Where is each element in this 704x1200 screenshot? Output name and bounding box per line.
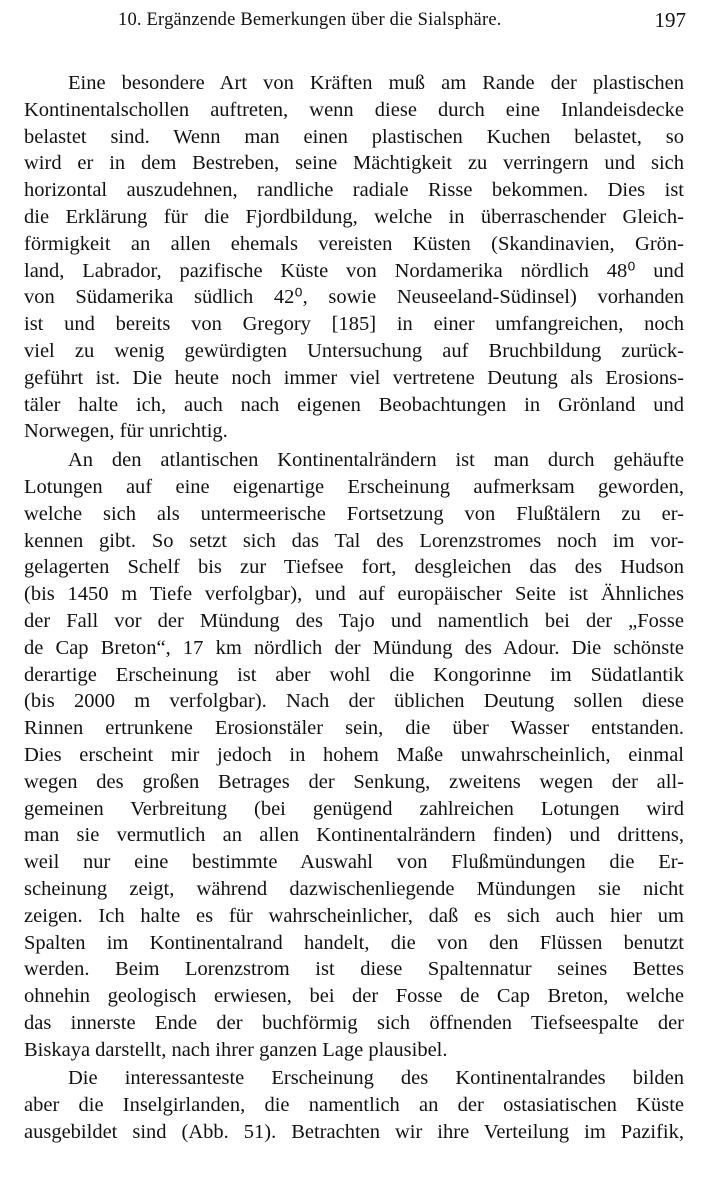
text-line: aber die Inselgirlanden, die namentlich an der ostasiatischen Küste	[24, 1094, 684, 1117]
text-line: An den atlantischen Kontinentalrändern ist man durch gehäufte	[68, 449, 684, 472]
text-line: Rinnen ertrunkene Erosionstäler sein, die über Wasser entstanden.	[24, 717, 684, 740]
text-line: das innerste Ende der buchförmig sich öffnenden Tiefseespalte der	[24, 1011, 684, 1034]
text-line: (bis 1450 m Tiefe verfolgbar), und auf europäischer Seite ist Ähnliches	[24, 583, 684, 606]
text-line: geführt ist. Die heute noch immer viel vertretene Deutung als Erosions-	[24, 366, 684, 389]
body-text	[24, 70, 684, 1146]
text-line: gemeinen Verbreitung (bei genügend zahlreichen Lotungen wird	[24, 797, 684, 820]
running-header	[24, 10, 686, 40]
text-line: Lotungen auf eine eigenartige Erscheinung aufmerksam geworden,	[24, 475, 684, 498]
text-line: von Südamerika südlich 42⁰, sowie Neuseeland-Südinsel) vorhanden	[24, 286, 684, 309]
text-line: Spalten im Kontinentalrand handelt, die von den Flüssen benutzt	[24, 931, 684, 954]
text-line: man sie vermutlich an allen Kontinentalrändern finden) und drittens,	[24, 824, 684, 847]
text-line: täler halte ich, auch nach eigenen Beobachtungen in Grönland und	[24, 393, 684, 416]
text-line: werden. Beim Lorenzstrom ist diese Spaltennatur seines Bettes	[24, 958, 684, 981]
text-line: belastet sind. Wenn man einen plastischen Kuchen belastet, so	[24, 125, 684, 148]
text-line: Kontinentalschollen auftreten, wenn diese durch eine Inlandeisdecke	[24, 98, 684, 121]
text-line: Biskaya darstellt, nach ihrer ganzen Lage plausibel.	[24, 1038, 448, 1061]
page-number: 197	[654, 8, 686, 32]
text-line: (bis 2000 m verfolgbar). Nach der üblichen Deutung sollen diese	[24, 690, 684, 713]
text-line: kennen gibt. So setzt sich das Tal des Lorenzstromes noch im vor-	[24, 529, 684, 552]
text-line: ohnehin geologisch erwiesen, bei der Fosse de Cap Breton, welche	[24, 985, 684, 1008]
text-line: welche sich als untermeerische Fortsetzung von Flußtälern zu er-	[24, 502, 684, 525]
text-line: ausgebildet sind (Abb. 51). Betrachten wir ihre Verteilung im Pazifik,	[24, 1121, 684, 1144]
text-line: die Erklärung für die Fjordbildung, welche in überraschender Gleich-	[24, 205, 684, 228]
text-line: ist und bereits von Gregory [185] in einer umfangreichen, noch	[24, 313, 684, 336]
chapter-title: 10. Ergänzende Bemerkungen über die Sialsphäre.	[118, 10, 502, 30]
text-line: zeigen. Ich halte es für wahrscheinlicher, daß es sich auch hier um	[24, 904, 684, 927]
paragraph-fjords	[24, 70, 684, 445]
text-line: Eine besondere Art von Kräften muß am Rande der plastischen	[68, 72, 684, 94]
text-line: Dies erscheint mir jedoch in hohem Maße unwahrscheinlich, einmal	[24, 743, 684, 766]
text-line: scheinung zeigt, während dazwischenliegende Mündungen sie nicht	[24, 877, 684, 900]
text-line: Norwegen, für unrichtig.	[24, 420, 228, 443]
text-line: land, Labrador, pazifische Küste von Nordamerika nördlich 48⁰ und	[24, 259, 684, 282]
paragraph-submarine-valleys	[24, 447, 684, 1063]
text-line: gelagerten Schelf bis zur Tiefsee fort, desgleichen das des Hudson	[24, 556, 684, 579]
text-line: weil nur eine bestimmte Auswahl von Flußmündungen die Er-	[24, 851, 684, 874]
text-line: de Cap Breton“, 17 km nördlich der Mündung des Adour. Die schönste	[24, 636, 684, 659]
text-line: derartige Erscheinung ist aber wohl die Kongorinne im Südatlantik	[24, 663, 684, 686]
text-line: wird er in dem Bestreben, seine Mächtigkeit zu verringern und sich	[24, 152, 684, 175]
text-line: viel zu wenig gewürdigten Untersuchung auf Bruchbildung zurück-	[24, 339, 684, 362]
text-line: der Fall vor der Mündung des Tajo und namentlich bei der „Fosse	[24, 609, 684, 632]
text-line: förmigkeit an allen ehemals vereisten Küsten (Skandinavien, Grön-	[24, 232, 684, 255]
text-line: Die interessanteste Erscheinung des Kontinentalrandes bilden	[68, 1067, 684, 1090]
text-line: wegen des großen Betrages der Senkung, zweitens wegen der all-	[24, 770, 684, 793]
text-line: horizontal auszudehnen, randliche radiale Risse bekommen. Dies ist	[24, 179, 684, 202]
paragraph-island-garlands	[24, 1065, 684, 1145]
